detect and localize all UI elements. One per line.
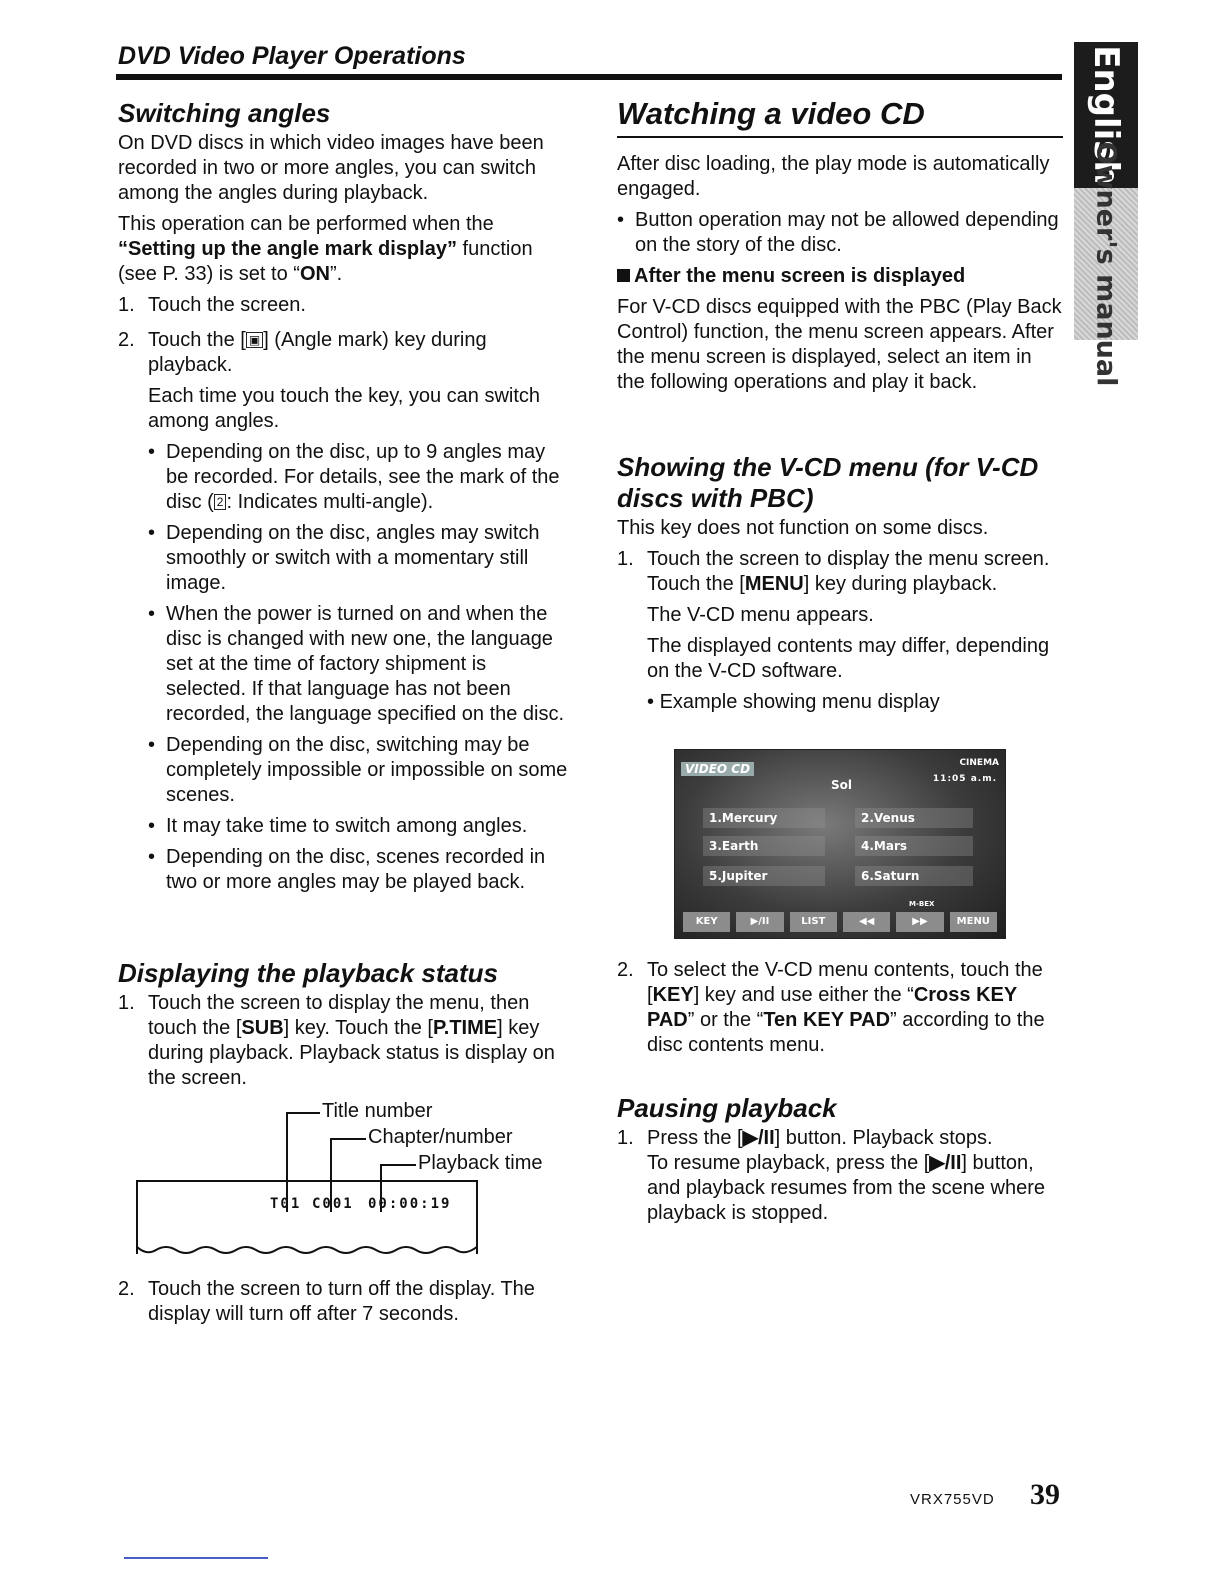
bullet-list	[148, 440, 570, 895]
list-button: LIST	[790, 912, 837, 932]
switching-angles-section	[118, 98, 570, 901]
menu-button: MENU	[950, 912, 997, 932]
section-title: Watching a video CD	[617, 96, 925, 131]
playback-time-label: Playback time	[418, 1152, 543, 1174]
key-button: KEY	[683, 912, 730, 932]
title-rule	[617, 136, 1063, 138]
model-number: VRX755VD	[910, 1491, 995, 1508]
step-1: 1. Press the [▶/II] button. Playback stops. To resume playback, press the [▶/II] button, and playback resumes from the scene where playback is stopped.	[617, 1127, 1045, 1224]
menu-center-title: Sol	[831, 778, 852, 792]
list-item: • When the power is turned on and when the disc is changed with new one, the language set at the time of factory shipment is selected. If that language has not been recorded, the language specified on the disc.	[148, 602, 570, 727]
step-detail: The V-CD menu appears.	[647, 604, 874, 626]
section-title: Pausing playback	[617, 1093, 837, 1123]
chapter-number-label: Chapter/number	[368, 1126, 513, 1148]
header-rule	[116, 74, 1062, 80]
footer-line	[124, 1557, 268, 1559]
angle-mark-icon: ▣	[246, 332, 263, 348]
manual-tab	[1074, 141, 1138, 387]
page-number: 39	[1030, 1478, 1060, 1511]
title-number-label: Title number	[322, 1100, 433, 1122]
step-1: 1. Touch the screen to display the menu screen. Touch the [MENU] key during playback. The V-CD menu appears. The displayed contents may differ, depending on the V-CD software. • Example showing menu display	[617, 547, 1063, 715]
leader-line	[330, 1138, 366, 1140]
playback-status-section	[118, 958, 570, 1097]
playback-status-step-2	[118, 1277, 570, 1333]
cinema-label: CINEMA	[959, 758, 999, 768]
menu-item: 4.Mars	[861, 839, 908, 853]
step-detail: The displayed contents may differ, depending on the V-CD software.	[647, 635, 1050, 682]
manual-tab-label: Owner's manual	[1090, 141, 1122, 387]
section-title: Showing the V-CD menu (for V-CD discs with PBC)	[617, 452, 1039, 513]
step-2: 2. To select the V-CD menu contents, touch the [KEY] key and use either the “Cross KEY PAD” or the “Ten KEY PAD” according to the disc contents menu.	[617, 959, 1045, 1056]
paragraph: This operation can be performed when the “Setting up the angle mark display” function (see P. 33) is set to “ON”.	[118, 213, 533, 285]
title-value: T01	[270, 1196, 302, 1212]
paragraph: For V-CD discs equipped with the PBC (Play Back Control) function, the menu screen appears. After the menu screen is displayed, select an item in the following operations and play it back.	[617, 296, 1062, 393]
screen-wavy-bottom	[136, 1244, 478, 1258]
subheading: After the menu screen is displayed	[617, 264, 1063, 289]
prev-button: ◀◀	[843, 912, 890, 932]
watching-vcd-section	[617, 96, 1063, 401]
menu-item: 2.Venus	[861, 811, 915, 825]
list-item: • Depending on the disc, up to 9 angles may be recorded. For details, see the mark of the disc ( 2 : Indicates multi-angle).	[148, 440, 570, 515]
list-item: • Depending on the disc, angles may switch smoothly or switch with a momentary still image.	[148, 521, 570, 596]
leader-line	[380, 1164, 416, 1166]
menu-item: 3.Earth	[709, 839, 759, 853]
paragraph: This key does not function on some discs.	[617, 517, 989, 539]
multi-angle-icon: 2	[214, 494, 227, 510]
playback-status-diagram	[130, 1096, 570, 1266]
vcd-menu-screenshot	[674, 749, 1006, 939]
step-1: 1. Touch the screen.	[118, 294, 306, 316]
step-2-detail: Each time you touch the key, you can switch among angles.	[148, 385, 541, 432]
pausing-playback-section	[617, 1093, 1063, 1232]
vcd-logo: VIDEO CD	[681, 762, 754, 776]
example-caption: • Example showing menu display	[647, 691, 940, 713]
language-tab-label: English	[1086, 45, 1126, 185]
step-1: 1. Touch the screen to display the menu, then touch the [SUB] key. Touch the [P.TIME] key during playback. Playback status is display on the screen.	[118, 992, 555, 1089]
next-button: ▶▶	[896, 912, 943, 932]
vcd-menu-step-2	[617, 958, 1063, 1064]
page-header-title: DVD Video Player Operations	[118, 42, 466, 70]
paragraph: After disc loading, the play mode is automatically engaged.	[617, 153, 1050, 200]
display-screen	[136, 1180, 478, 1254]
play-pause-button: ▶/II	[736, 912, 783, 932]
menu-button-bar	[683, 912, 997, 932]
step-2: 2. Touch the [ ▣ ] (Angle mark) key during playback. Each time you touch the key, you can switch among angles. • Depending on the disc, up to 9 angles may be recorded. For details, see the mark of the disc ( 2 : Indicates multi-angle). • Depending on the disc, angles may switch smoothly or switch with a momentary still image. • When the power is turned on and when the disc is changed with new one, the language set at the time of factory shipment is selected. If that language has not been recorded, the language specified on the disc. • Depending on the disc, switching may be completely impossible or impossible on some scenes. • It may take time to switch among angles. • Depending on the disc, scenes recorded in two or more angles may be played back.	[118, 328, 570, 895]
section-title: Switching angles	[118, 98, 331, 128]
list-item: • Button operation may not be allowed depending on the story of the disc.	[617, 208, 1063, 258]
section-title: Displaying the playback status	[118, 958, 499, 988]
mbex-label: M-BEX	[909, 900, 935, 908]
menu-item: 6.Saturn	[861, 869, 920, 883]
menu-item: 5.Jupiter	[709, 869, 768, 883]
list-item: • Depending on the disc, scenes recorded in two or more angles may be played back.	[148, 845, 570, 895]
vcd-menu-section	[617, 452, 1063, 721]
chapter-value: C001	[312, 1196, 354, 1212]
time-value: 00:00:19	[368, 1196, 452, 1212]
clock-readout: 11:05 a.m.	[932, 774, 997, 784]
menu-item: 1.Mercury	[709, 811, 778, 825]
leader-line	[286, 1112, 320, 1114]
paragraph: On DVD discs in which video images have been recorded in two or more angles, you can switch among the angles during playback.	[118, 132, 544, 204]
list-item: • It may take time to switch among angles.	[148, 814, 570, 839]
step-2: 2. Touch the screen to turn off the display. The display will turn off after 7 seconds.	[118, 1278, 535, 1325]
list-item: • Depending on the disc, switching may be completely impossible or impossible on some scenes.	[148, 733, 570, 808]
